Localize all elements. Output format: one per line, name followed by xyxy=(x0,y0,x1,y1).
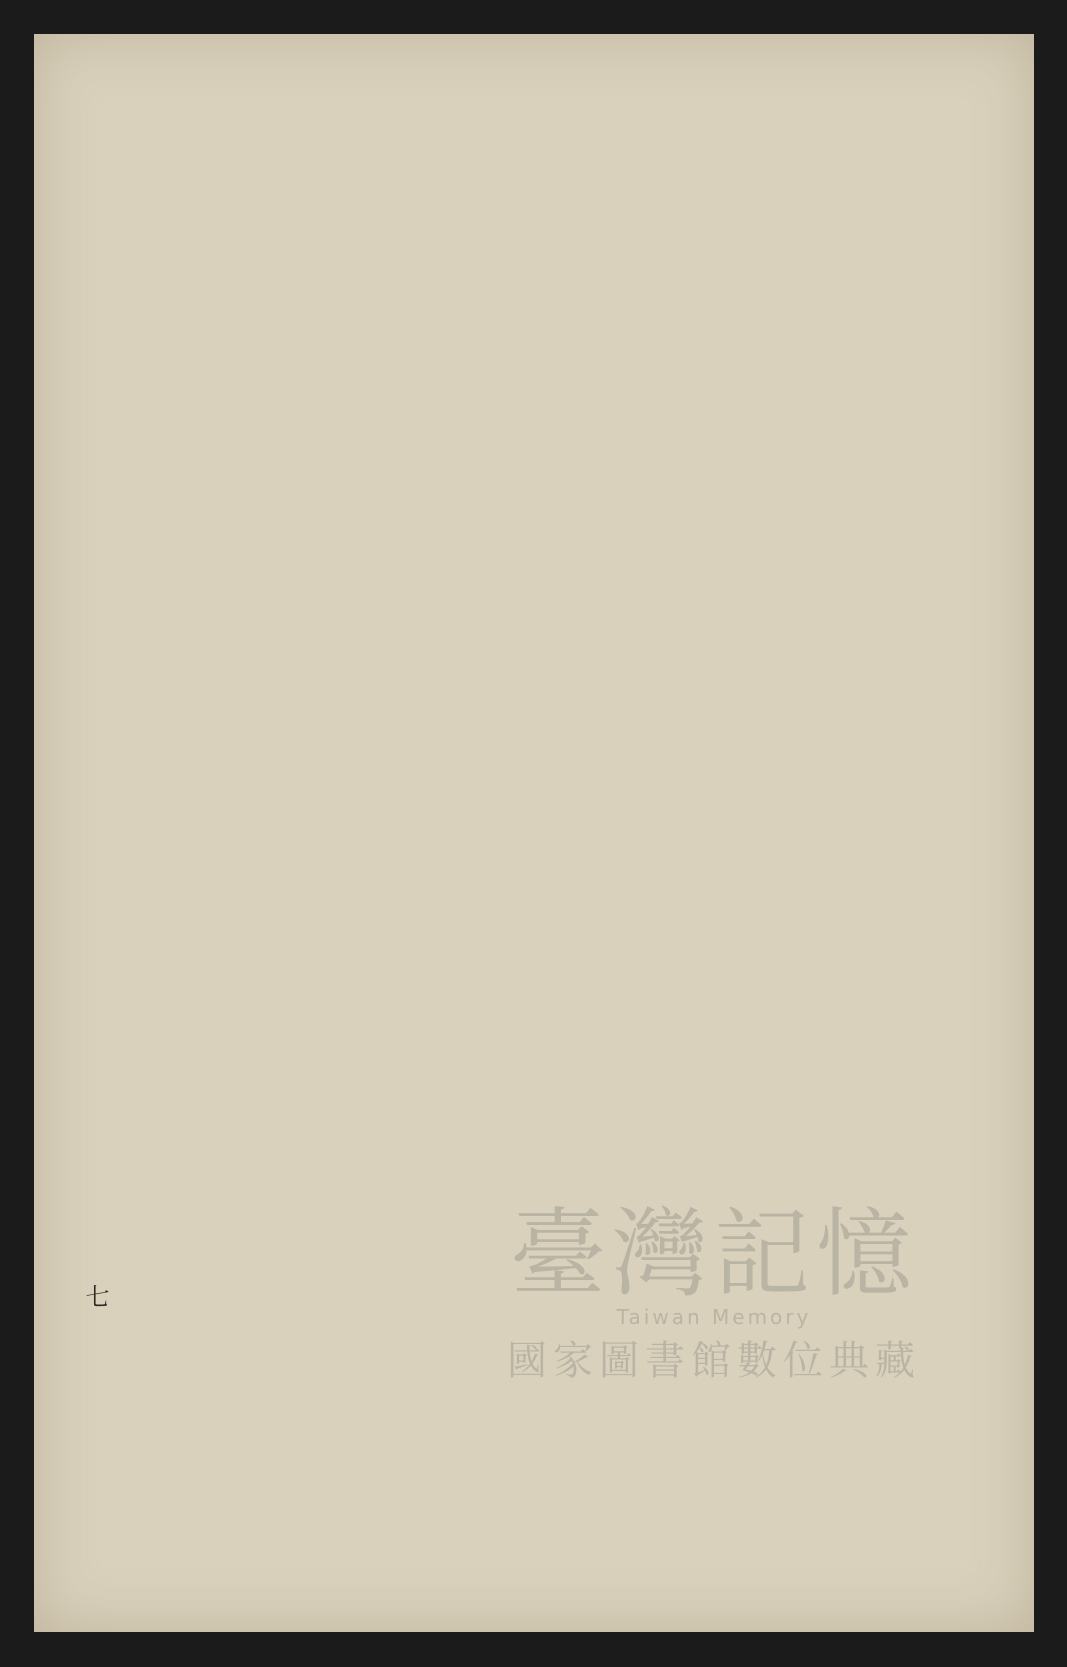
page-number: 七 xyxy=(81,1284,109,1308)
watermark-main-text: 臺灣記憶 xyxy=(510,1198,918,1310)
watermark-english-text: Taiwan Memory xyxy=(616,1304,812,1329)
document-page xyxy=(34,34,1034,1632)
watermark xyxy=(464,1198,964,1444)
watermark-institution-text: 國家圖書館數位典藏 xyxy=(507,1337,921,1384)
